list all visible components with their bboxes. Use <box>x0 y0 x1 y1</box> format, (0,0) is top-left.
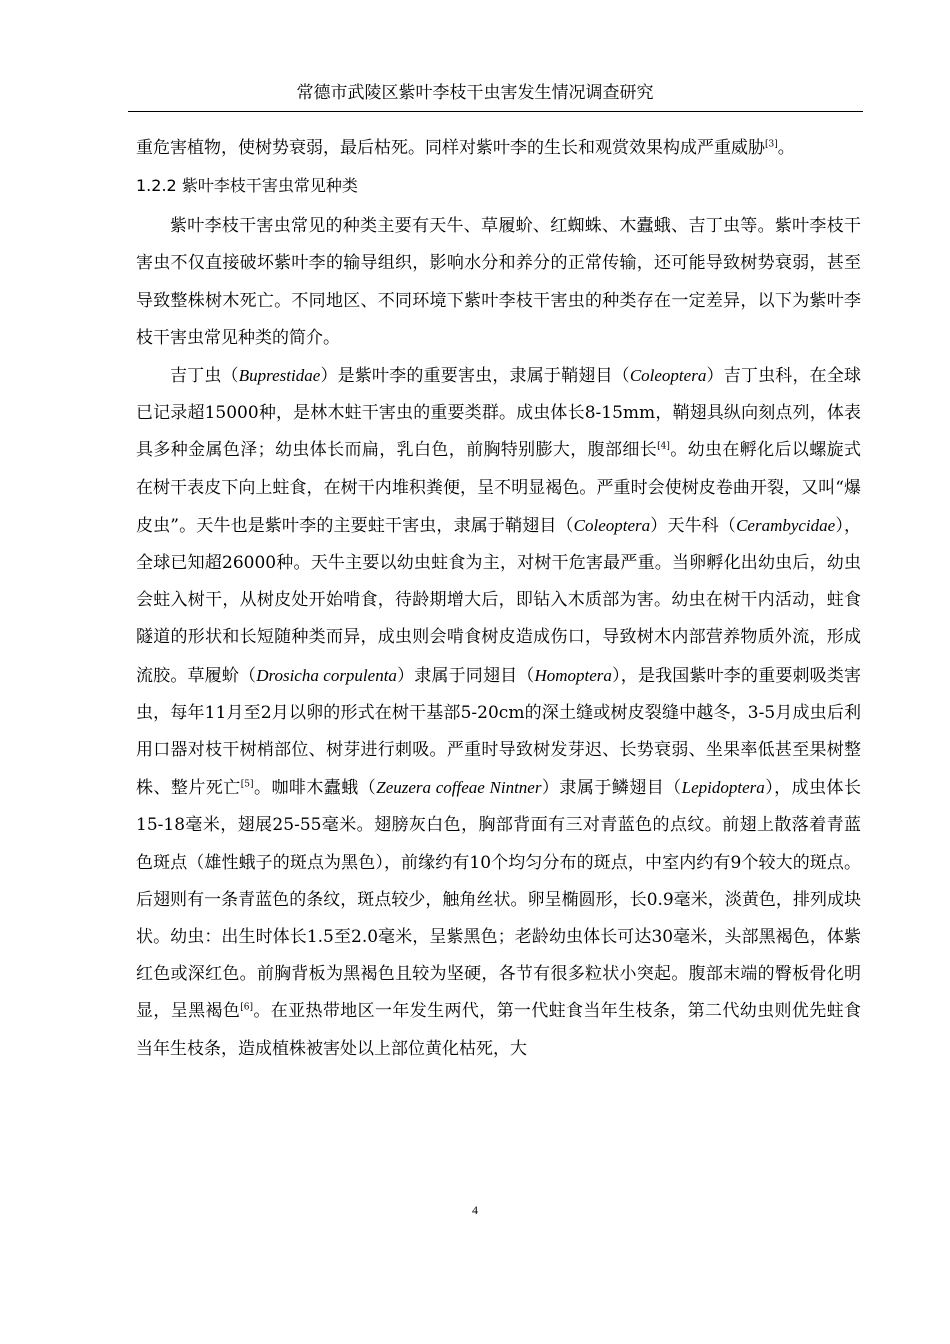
paragraph-text: 。咖啡木蠹蛾（ <box>253 778 377 799</box>
paragraph-text: 。在亚热带地区一年发生两代，第一代蛀食当年生枝条，第二代幼虫则优先蛀食当年生枝条，造成植株被害处以上部位黄化枯死，大 <box>136 1001 862 1059</box>
latin-name: Homoptera <box>534 665 612 685</box>
section-number: 1.2.2 <box>136 176 177 196</box>
latin-name: Coleoptera <box>629 366 707 386</box>
paragraph-text: 。幼虫在孵化后以螺旋式在树干表皮下向上蛀食，在树干内堆积粪便，呈不明显褐色。严重时会使树皮卷曲开裂，又叫“爆皮虫”。天牛也是紫叶李的主要蛀干害虫，隶属于鞘翅目（ <box>136 440 862 536</box>
paragraph-continuation <box>136 130 861 167</box>
paragraph-text: ）吉丁虫科，在全球已记录超15000种，是林木蛀干害虫的重要类群。成虫体长8-15mm，鞘翅具纵向刻点列，体表具多种金属色泽；幼虫体长而扁，乳白色，前胸特别膨大，腹部细长 <box>136 366 862 461</box>
paragraph-text: ）隶属于同翅目（ <box>396 665 535 686</box>
latin-name: Buprestidae <box>238 366 321 386</box>
paragraph-text: ），成虫体长15-18毫米，翅展25-55毫米。翅膀灰白色，胸部背面有三对青蓝色的点纹。前翅上散落着青蓝色斑点（雄性蛾子的斑点为黑色），前缘约有10个均匀分布的斑点，中室内约有9个较大的斑点。后翅则有一条青蓝色的条纹，斑点较少，触角丝状。卵呈椭圆形，长0.9毫米，淡黄色，排列成块状。幼虫：出生时体长1.5至2.0毫米，呈紫黑色；老龄幼虫体长可达30毫米，头部黑褐色，体紫红色或深红色。前胸背板为黑褐色且较为坚硬，各节有很多粒状小突起。腹部末端的臀板骨化明显，呈黑褐色 <box>136 778 862 1022</box>
latin-name: Coleoptera <box>573 515 651 535</box>
paragraph-text: 重危害植物，使树势衰弱，最后枯死。同样对紫叶李的生长和观赏效果构成严重威胁 <box>136 138 765 158</box>
section-heading <box>136 167 861 204</box>
paragraph-text: ），是我国紫叶李的重要刺吸类害虫，每年11月至2月以卵的形式在树干基部5-20cm的深土缝或树皮裂缝中越冬，3-5月成虫后利用口器对枝干树梢部位、树芽进行刺吸。严重时导致树发芽迟、长势衰弱、坐果率低甚至果树整株、整片死亡 <box>136 665 862 799</box>
page-number: 4 <box>472 1203 478 1217</box>
paragraph-text: ），全球已知超26000种。天牛主要以幼虫蛀食为主，对树干危害最严重。当卵孵化出幼虫后，幼虫会蛀入树干，从树皮处开始啃食，待龄期增大后，即钻入木质部为害。幼虫在树干内活动，蛀食隧道的形状和长短随种类而异，成虫则会啃食树皮造成伤口，导致树木内部营养物质外流，形成流胶。草履蚧（ <box>136 515 862 686</box>
paragraph-text: ）是紫叶李的重要害虫，隶属于鞘翅目（ <box>320 366 630 387</box>
citation-ref: [5] <box>240 779 254 790</box>
running-header-title: 常德市武陵区紫叶李枝干虫害发生情况调查研究 <box>296 83 654 103</box>
latin-name: Lepidoptera <box>681 778 765 798</box>
paragraph-species <box>136 357 861 1068</box>
citation-ref: [6] <box>240 1002 253 1013</box>
paragraph-text: ）隶属于鳞翅目（ <box>541 778 682 799</box>
citation-ref: [4] <box>657 441 670 452</box>
paragraph-overview: 紫叶李枝干害虫常见的种类主要有天牛、草履蚧、红蜘蛛、木蠹蛾、吉丁虫等。紫叶李枝干害虫不仅直接破坏紫叶李的输导组织，影响水分和养分的正常传输，还可能导致树势衰弱，甚至导致整株树木死亡。不同地区、不同环境下紫叶李枝干害虫的种类存在一定差异，以下为紫叶李枝干害虫常见种类的简介。 <box>136 216 861 348</box>
section-title: 紫叶李枝干害虫常见种类 <box>181 176 358 196</box>
latin-name: Zeuzera coffeae Nintner <box>376 778 542 798</box>
header-rule <box>128 111 863 112</box>
paragraph-text: 吉丁虫（ <box>170 366 239 387</box>
latin-name: Cerambycidae <box>736 515 836 535</box>
paragraph-text: 。 <box>777 138 795 158</box>
page-body <box>136 130 861 1068</box>
citation-ref: [3] <box>765 139 778 150</box>
paragraph-text: ）天牛科（ <box>650 515 737 536</box>
latin-name: Drosicha corpulenta <box>256 665 397 685</box>
